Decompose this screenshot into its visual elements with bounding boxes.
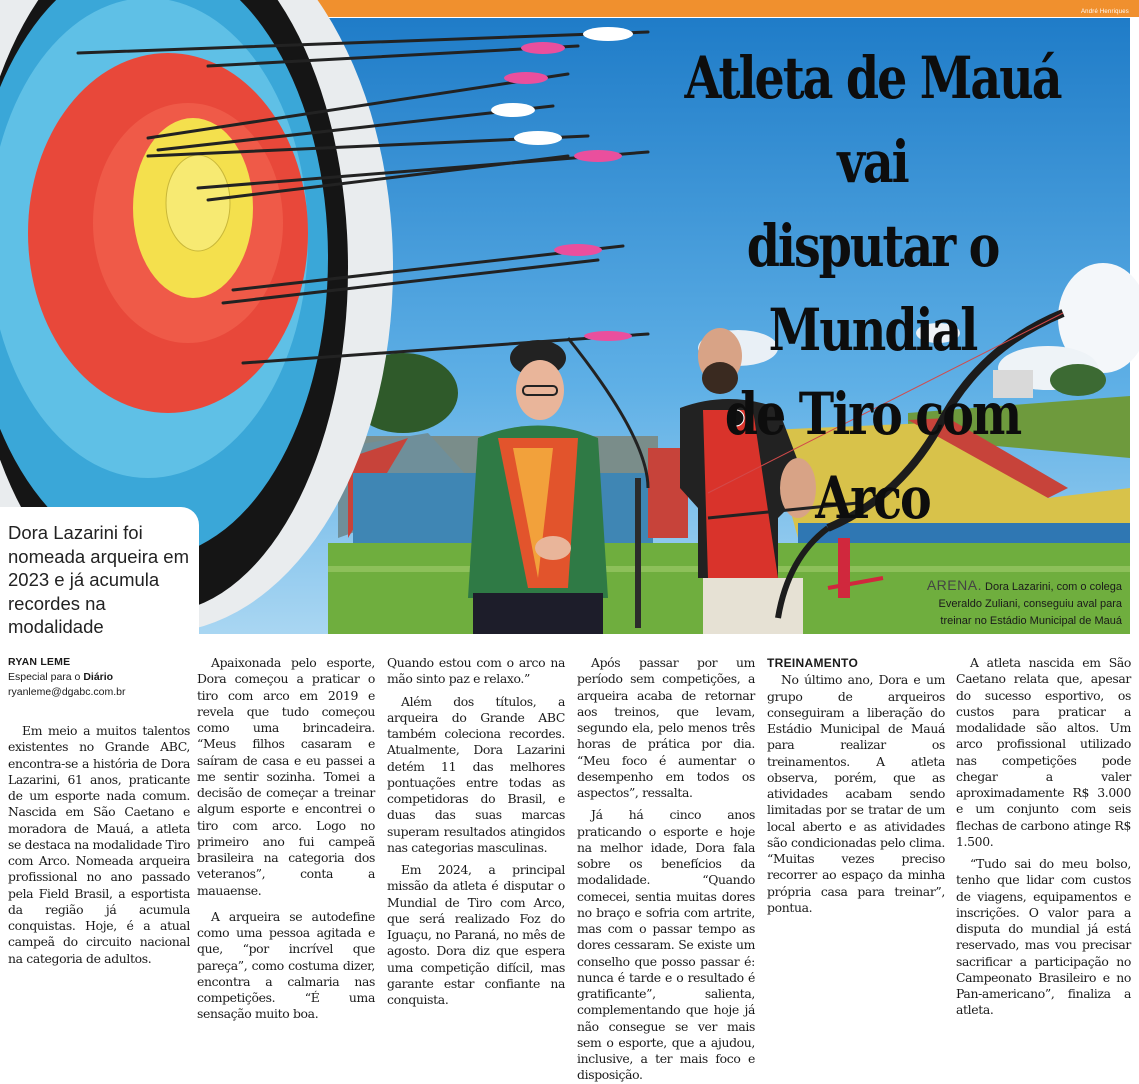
headline bbox=[674, 36, 1072, 540]
article-column-5 bbox=[767, 655, 945, 916]
byline-paper: Diário bbox=[83, 671, 114, 683]
article-paragraph: Já há cinco anos praticando o esporte e hoje na melhor idade, Dora fala sobre os benefícios da modalidade. “Quando comecei, sentia muitas dores no braço e sofria com artrite, mas com o passar tempo as dores cessaram. Se existe um conselho que posso passar é: nunca é tarde e o resultado é gratificante”, salienta, complementando que hoje já não consegue se ver mais sem o esporte, que a ajudou, inclusive, a ter mais foco e disposição. bbox=[577, 807, 755, 1083]
article-column-2 bbox=[197, 655, 375, 1023]
byline-role-prefix: Especial para o bbox=[8, 671, 81, 683]
article-paragraph: Após passar por um período sem competições, a arqueira acaba de retornar aos treinos, que levam, segundo ela, pelo menos três horas de prática por dia. “Meu foco é aumentar o desempenho em todos os aspectos”, ressalta. bbox=[577, 655, 755, 800]
article-paragraph: Apaixonada pelo esporte, Dora começou a praticar o tiro com arco em 2019 e revela que tudo começou como uma brincadeira. “Meus filhos casaram e saíram de casa e eu passei a me sentir sozinha. Tomei a decisão de começar a treinar algum esporte e encontrei o tiro com arco. Logo no primeiro ano fui campeã brasileira na categoria dos veteranos”, conta a mauaense. bbox=[197, 655, 375, 898]
article-paragraph: A atleta nascida em São Caetano relata que, apesar do sucesso esportivo, os custos para praticar a modalidade são altos. Um arco profissional utilizado nas competições pode chegar a valer aproximadamente R$ 3.000 e um conjunto com seis flechas de carbono atinge R$ 1.500. bbox=[956, 655, 1131, 849]
article-paragraph: “Tudo sai do meu bolso, tenho que lidar com custos de viagens, equipamentos e inscrições. O valor para a disputa do mundial já está reservado, mas vou precisar sacrificar a participação no Campeonato Brasileiro e no Pan-americano”, finaliza a atleta. bbox=[956, 856, 1131, 1018]
section-subhead: TREINAMENTO bbox=[767, 656, 859, 670]
article-column-6 bbox=[956, 655, 1131, 1019]
article-paragraph: Além dos títulos, a arqueira do Grande ABC também coleciona recordes. Atualmente, Dora Lazarini detém 11 das melhores pontuações entre todas as competidoras do Brasil, e duas das suas marcas superam resultados atingidos nas categorias masculinas. bbox=[387, 693, 565, 855]
byline-email[interactable]: ryanleme@dgabc.com.br bbox=[8, 686, 126, 698]
photo-caption: Dora Lazarini foi nomeada arqueira em 2023 e já acumula recordes na modalidade bbox=[8, 522, 189, 637]
byline-author: RYAN LEME bbox=[8, 656, 71, 668]
byline bbox=[8, 656, 193, 698]
byline-role bbox=[8, 671, 193, 683]
headline-line-2: disputar o Mundial bbox=[746, 212, 999, 364]
article-column-1 bbox=[8, 723, 190, 967]
arena-caption-text: Dora Lazarini, com o colega Everaldo Zuliani, conseguiu aval para treinar no Estádio Municipal de Mauá bbox=[938, 581, 1122, 627]
arena-caption-label: ARENA. bbox=[926, 577, 982, 593]
article-paragraph: Em meio a muitos talentos existentes no Grande ABC, encontra-se a história de Dora Lazarini, 61 anos, praticante de um esporte nada comum. Nascida em São Caetano e moradora de Mauá, a atleta se destaca na modalidade Tiro com Arco. Nomeada arqueira profissional no ano passado pela Field Brasil, a esportista da região já acumula conquistas. Hoje, é a atual campeã do circuito nacional na categoria de adultos. bbox=[8, 723, 190, 966]
article-paragraph: Quando estou com o arco na mão sinto paz e relaxo.” bbox=[387, 655, 565, 687]
headline-line-1: Atleta de Mauá vai bbox=[684, 44, 1061, 196]
photo-credit: André Henriques bbox=[1080, 9, 1129, 15]
article-column-4 bbox=[577, 655, 755, 1084]
arena-caption bbox=[922, 577, 1122, 630]
article-paragraph: Em 2024, a principal missão da atleta é disputar o Mundial de Tiro com Arco, que será realizado Foz do Iguaçu, no Paraná, no mês de agosto. Dora diz que espera uma competição difícil, mas garante estar confiante na conquista. bbox=[387, 862, 565, 1007]
headline-line-3: de Tiro com Arco bbox=[724, 380, 1021, 532]
article-paragraph: A arqueira se autodefine como uma pessoa agitada e que, “por incrível que pareça”, como costuma dizer, encontra a calmaria nas competições. “É uma sensação muito boa. bbox=[197, 908, 375, 1022]
photo-caption-box bbox=[0, 507, 199, 637]
article-column-3 bbox=[387, 655, 565, 1008]
article-paragraph: No último ano, Dora e um grupo de arqueiros conseguiram a liberação do Estádio Municipal de Mauá para realizar os treinamentos. A atleta observa, porém, que as atividades acabam sendo limitadas por se tratar de um local aberto e as atividades são condicionadas pelo clima. “Muitas vezes preciso recorrer ao espaço da minha própria casa para treinar”, pontua. bbox=[767, 672, 945, 915]
